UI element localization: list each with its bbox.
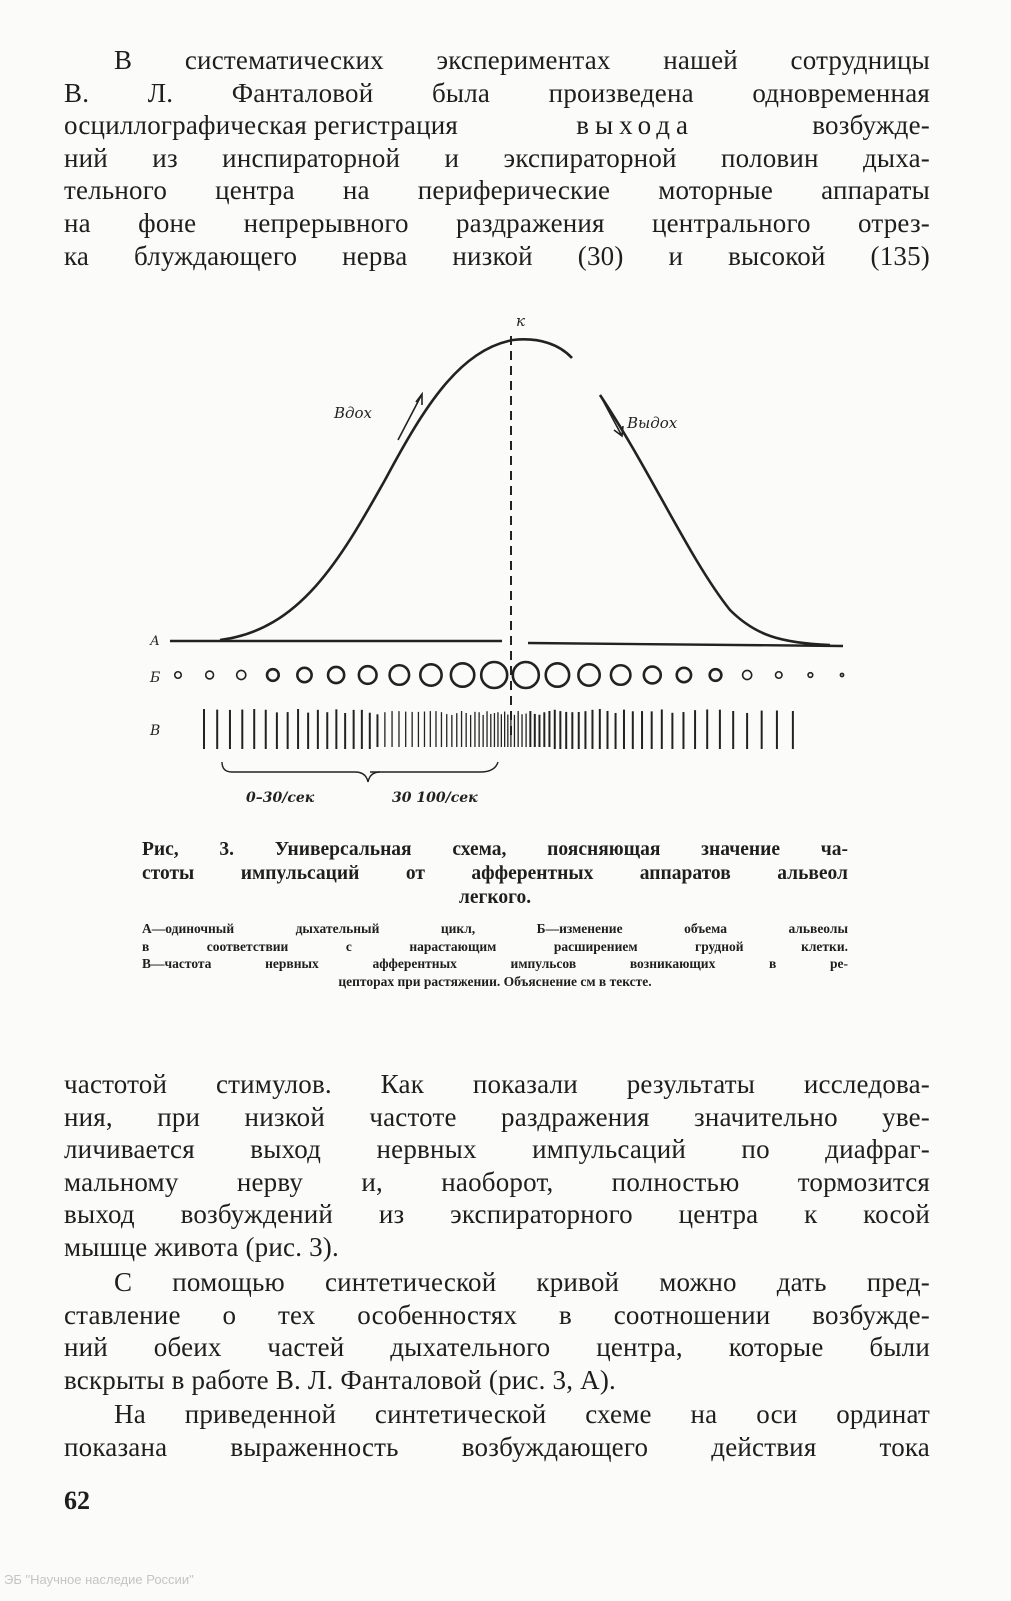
text-line: В систематических экспериментах нашей сотрудницы [114, 45, 930, 75]
text-line: ставление о тех особенностях в соотношении возбужде- [64, 1299, 930, 1330]
legend-line: цепторах при растяжении. Объяснение см в тексте. [338, 973, 652, 989]
top-paragraph [64, 44, 930, 272]
legend-line: А—одиночный дыхательный цикл, Б—изменение объема альвеолы [142, 921, 848, 936]
paragraph-scheme [64, 1398, 930, 1463]
alveola-circle [743, 670, 752, 679]
range-bracket-high [370, 762, 498, 772]
alveola-volume-row [175, 662, 844, 688]
peak-label: к [516, 312, 525, 330]
row-v-label: В [150, 723, 161, 739]
alveola-circle [808, 673, 813, 678]
paragraph-results [64, 1068, 930, 1264]
watermark: ЭБ "Научное наследие России" [4, 1572, 194, 1587]
alveola-circle [451, 663, 474, 686]
text-line: личивается выход нервных импульсаций по диафраг- [64, 1134, 930, 1165]
alveola-circle [420, 664, 441, 685]
alveola-circle [611, 665, 631, 685]
text-line: тельного центра на периферические моторные аппараты [64, 175, 930, 206]
text-line: частотой стимулов. Как показали результаты исследова- [64, 1069, 930, 1099]
alveola-circle [677, 668, 691, 682]
alveola-circle [710, 669, 722, 681]
figure-caption-legend [142, 920, 848, 990]
text-line: ния, при низкой частоте раздражения значительно уве- [64, 1101, 930, 1132]
figure-caption-title [142, 838, 848, 910]
alveola-circle [175, 672, 182, 679]
paragraph-synthetic-curve [64, 1266, 930, 1396]
text-line: мышце живота (рис. 3). [64, 1231, 339, 1262]
breath-cycle-curve [220, 339, 572, 640]
alveola-circle [840, 673, 843, 676]
text-line: мальному нерву и, наоборот, полностью тормозится [64, 1166, 930, 1197]
alveola-circle [359, 666, 377, 684]
legend-line: в соответствии с нарастающим расширением грудной клетки. [142, 938, 848, 954]
emphasized-word: выхода [576, 110, 695, 141]
exhale-arrow-icon [600, 395, 623, 436]
baseline-a-right [528, 643, 843, 646]
alveola-circle [578, 664, 599, 685]
text-line: выход возбуждений из экспираторного центра к косой [64, 1199, 930, 1230]
text-line: С помощью синтетической кривой можно дать пред- [114, 1267, 930, 1297]
impulse-frequency-row [204, 709, 793, 749]
caption-line: легкого. [458, 887, 532, 908]
alveola-circle [776, 672, 783, 679]
legend-line: В—частота нервных афферентных импульсов возникающих в ре- [142, 956, 848, 971]
alveola-circle [481, 662, 507, 688]
inhale-label: Вдох [334, 404, 373, 422]
exhale-label: Выдох [627, 414, 678, 432]
text-line: ний обеих частей дыхательного центра, которые были [64, 1332, 930, 1363]
alveola-circle [513, 662, 539, 688]
alveola-circle [297, 668, 311, 682]
text-line: вскрыты в работе В. Л. Фанталовой (рис. 3, А). [64, 1364, 616, 1395]
text-line: на фоне непрерывного раздражения центрального отрез- [64, 207, 930, 238]
alveola-circle [546, 663, 569, 686]
text-line [64, 109, 930, 142]
text-fragment: осциллографическая регистрация [64, 110, 459, 141]
alveola-circle [237, 670, 246, 679]
respiration-figure [130, 310, 860, 810]
text-line: На приведенной синтетической схеме на оси ординат [114, 1399, 930, 1429]
row-a-label: А [150, 634, 160, 649]
range-low-label: 0–30/сек [246, 790, 315, 806]
text-fragment: возбужде- [812, 110, 930, 141]
alveola-circle [328, 667, 344, 683]
alveola-circle [390, 665, 410, 685]
text-line: ка блуждающего нерва низкой (30) и высокой (135) [64, 240, 930, 271]
range-bracket-low [222, 762, 380, 782]
text-line: В. Л. Фанталовой была произведена одновременная [64, 77, 930, 108]
caption-line: Рис, 3. Универсальная схема, поясняющая значение ча- [142, 839, 848, 860]
alveola-circle [644, 667, 661, 684]
text-line: ний из инспираторной и экспираторной половин дыха- [64, 142, 930, 173]
caption-line: стоты импульсаций от афферентных аппаратов альвеол [142, 863, 848, 884]
breath-cycle-curve-descending [600, 395, 830, 645]
alveola-circle [206, 671, 214, 679]
text-line: показана выраженность возбуждающего действия тока [64, 1431, 930, 1462]
range-high-label: 30 100/сек [392, 790, 478, 806]
page-number: 62 [64, 1486, 90, 1515]
row-b-label: Б [150, 670, 161, 686]
alveola-circle [267, 669, 279, 681]
